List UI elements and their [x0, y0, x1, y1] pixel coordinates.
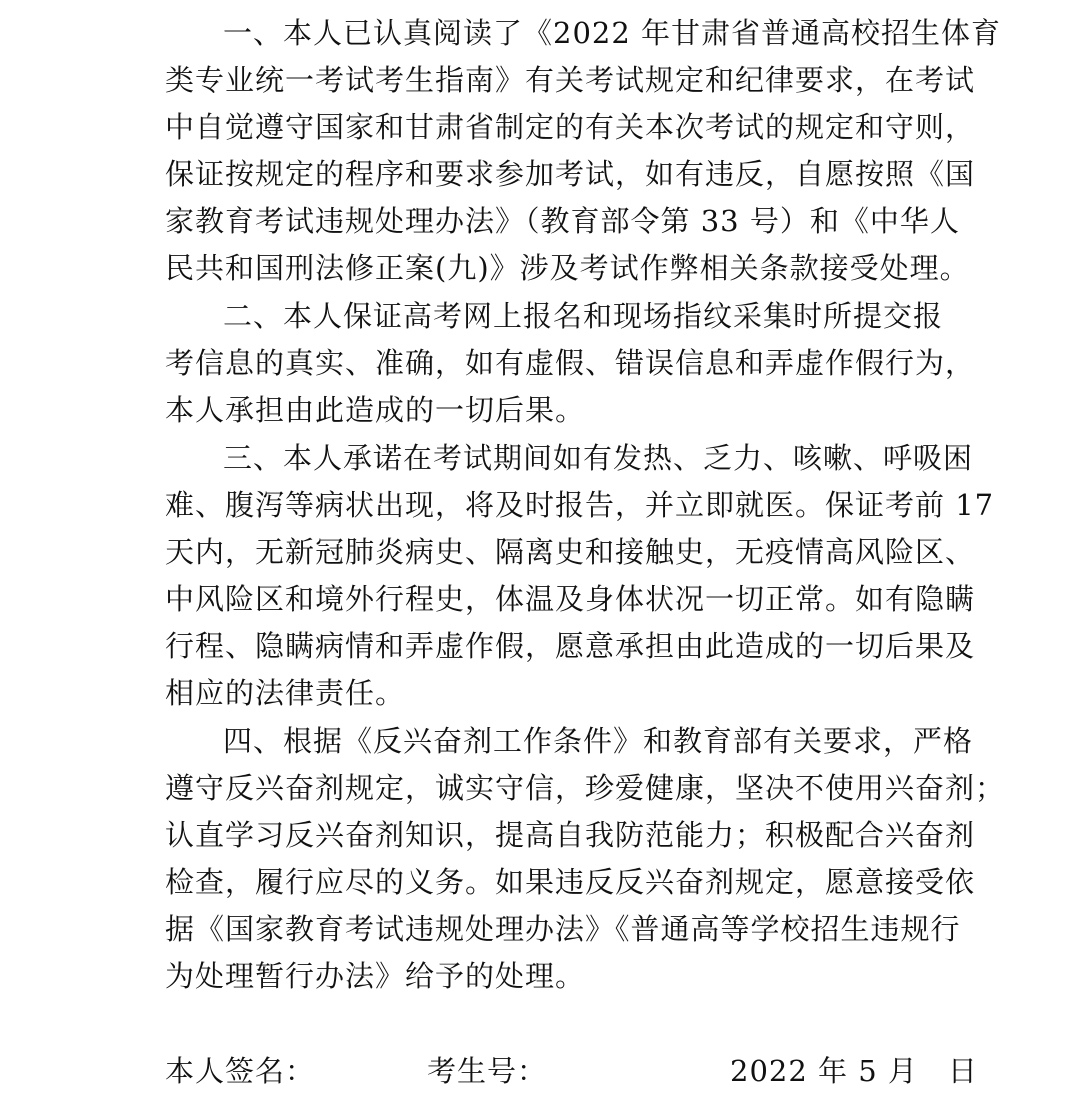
paragraph-3-line-6: 相应的法律责任。 — [165, 676, 406, 710]
paragraph-4-line-2: 遵守反兴奋剂规定，诚实守信，珍爱健康，坚决不使用兴奋剂； — [165, 771, 1006, 805]
paragraph-4-line-4: 检查，履行应尽的义务。如果违反反兴奋剂规定，愿意接受依 — [165, 865, 976, 899]
paragraph-3-line-4: 中风险区和境外行程史，体温及身体状况一切正常。如有隐瞒 — [165, 582, 976, 616]
exam-number-label: 考生号： — [427, 1054, 548, 1088]
paragraph-1-line-2: 类专业统一考试考生指南》有关考试规定和纪律要求，在考试 — [165, 63, 976, 97]
paragraph-4-line-3: 认直学习反兴奋剂知识，提高自我防范能力；积极配合兴奋剂 — [165, 818, 976, 852]
paragraph-1-line-3: 中自觉遵守国家和甘肃省制定的有关本次考试的规定和守则， — [165, 110, 976, 144]
paragraph-3-line-3: 天内，无新冠肺炎病史、隔离史和接触史，无疫情高风险区、 — [165, 535, 976, 569]
signature-name-label: 本人签名： — [165, 1054, 316, 1088]
paragraph-2-line-3: 本人承担由此造成的一切后果。 — [165, 393, 586, 427]
paragraph-1-line-6: 民共和国刑法修正案(九)》涉及考试作弊相关条款接受处理。 — [165, 251, 970, 285]
paragraph-1-line-4: 保证按规定的程序和要求参加考试，如有违反，自愿按照《国 — [165, 157, 976, 191]
paragraph-3-line-5: 行程、隐瞒病情和弄虚作假，愿意承担由此造成的一切后果及 — [165, 629, 976, 663]
paragraph-4-line-5: 据《国家教育考试违规处理办法》《普通高等学校招生违规行 — [165, 912, 961, 946]
paragraph-2-line-2: 考信息的真实、准确，如有虚假、错误信息和弄虚作假行为， — [165, 346, 976, 380]
paragraph-4-line-1: 四、根据《反兴奋剂工作条件》和教育部有关要求，严格 — [223, 724, 974, 758]
paragraph-2-line-1: 二、本人保证高考网上报名和现场指纹采集时所提交报 — [223, 299, 944, 333]
paragraph-3-line-2: 难、腹泻等病状出现，将及时报告，并立即就医。保证考前 17 — [165, 488, 995, 522]
paragraph-3-line-1: 三、本人承诺在考试期间如有发热、乏力、咳嗽、呼吸困 — [223, 441, 974, 475]
signature-date: 2022 年 5 月 日 — [730, 1054, 978, 1088]
paragraph-1-line-1: 一、本人已认真阅读了《2022 年甘肃省普通高校招生体育 — [223, 16, 1002, 50]
paragraph-1-line-5: 家教育考试违规处理办法》（教育部令第 33 号）和《中华人 — [165, 204, 960, 238]
paragraph-4-line-6: 为处理暂行办法》给予的处理。 — [165, 959, 586, 993]
